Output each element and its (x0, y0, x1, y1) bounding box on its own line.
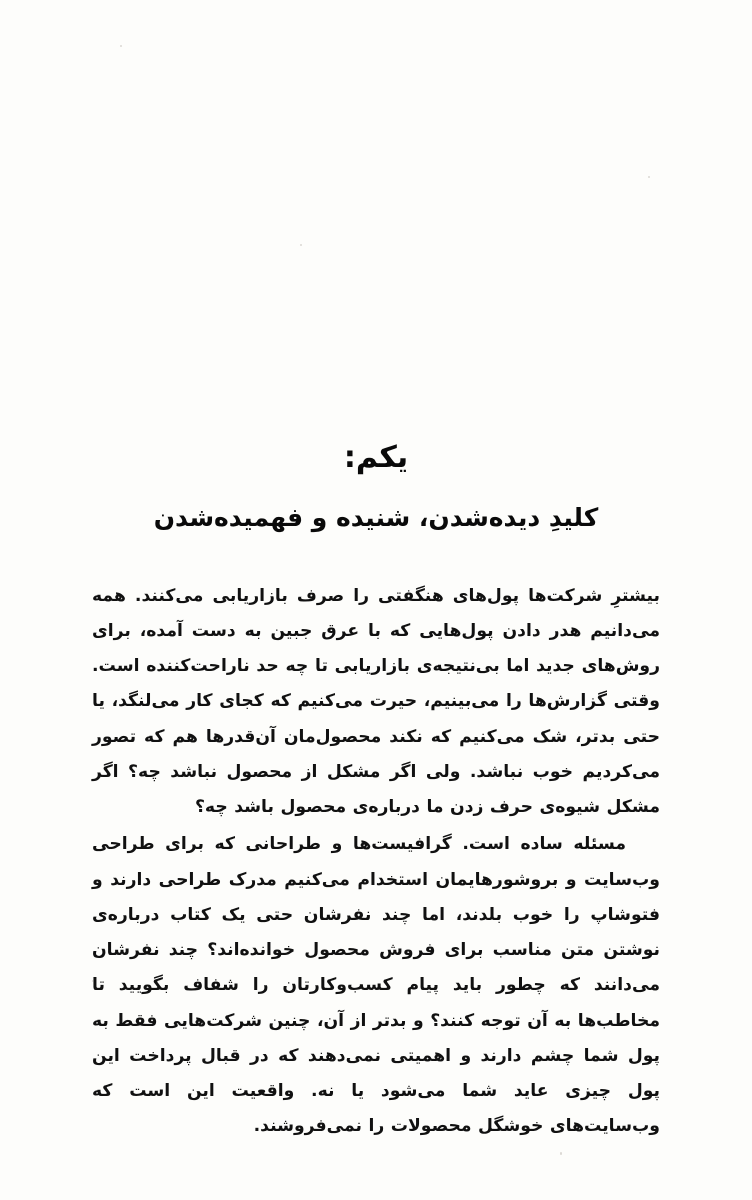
scan-speckle (120, 45, 122, 47)
chapter-number: یکم: (343, 440, 409, 475)
paragraph: مسئله ساده است. گرافیست‌ها و طراحانی که برای طراحی وب‌سایت و بروشورهایمان استخدام می‌کنیم مدرک طراحی دارند و فتوشاپ را خوب بلدند، اما چند نفرشان حتی یک کتاب درباره‌ی نوشتن متن مناسب برای فروش محصول خوانده‌اند؟ چند نفرشان می‌دانند که چطور باید پیام کسب‌وکارتان را شفاف بگویید تا مخاطب‌ها به آن توجه کنند؟ و بدتر از آن، چنین شرکت‌هایی فقط به پول شما چشم دارند و اهمیتی نمی‌دهند که در قبال پرداخت این پول چیزی عاید شما می‌شود یا نه. واقعیت این است که وب‌سایت‌های خوشگل محصولات را نمی‌فروشند. (92, 834, 660, 1137)
scan-speckle (648, 176, 650, 178)
body-text (92, 579, 660, 1145)
chapter-title: کلیدِ دیده‌شدن، شنیده و فهمیده‌شدن (153, 503, 599, 532)
scan-speckle (300, 244, 302, 246)
scan-speckle (560, 1152, 562, 1155)
page-content (92, 440, 660, 1145)
paragraph: بیشترِ شرکت‌ها پول‌های هنگفتی را صرف بازاریابی می‌کنند. همه می‌دانیم هدر دادن پول‌هایی که با عرق جبین به دست آمده، برای روش‌های جدید اما بی‌نتیجه‌ی بازاریابی تا چه حد ناراحت‌کننده است. وقتی گزارش‌ها را می‌بینیم، حیرت می‌کنیم که کجای کار می‌لنگد، یا حتی بدتر، شک می‌کنیم که نکند محصول‌مان آن‌قدرها هم که تصور می‌کردیم خوب نباشد. ولی اگر مشکل از محصول نباشد چه؟ اگر مشکل شیوه‌ی حرف زدن ما درباره‌ی محصول باشد چه؟ (92, 585, 660, 818)
